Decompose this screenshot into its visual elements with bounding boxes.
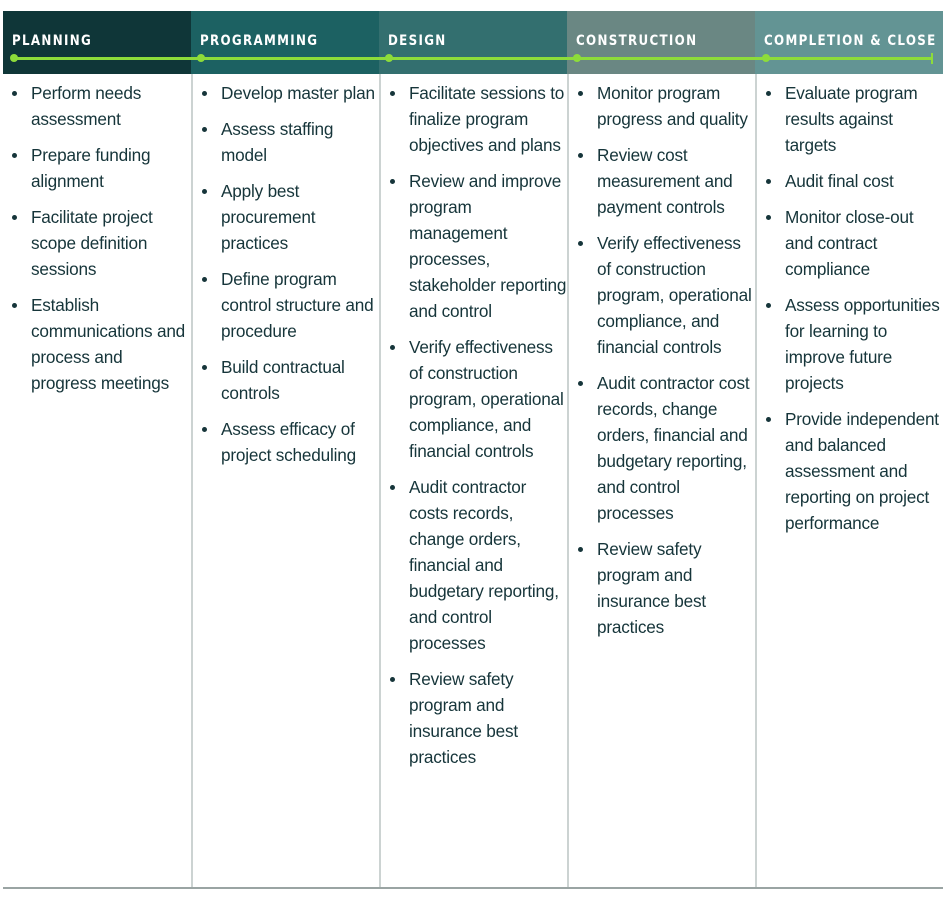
list-item: Facilitate project scope definition sessions (3, 204, 191, 282)
phase-title-planning: PLANNING (12, 33, 93, 49)
list-item: Monitor program progress and quality (569, 80, 755, 132)
bullet-icon (202, 365, 207, 370)
phase-title-programming: PROGRAMMING (200, 33, 319, 49)
phase-header-band (3, 11, 943, 74)
bullet-icon (202, 189, 207, 194)
construction-list (569, 74, 755, 640)
list-item: Audit final cost (757, 168, 943, 194)
timeline-dot-programming (197, 54, 205, 62)
list-item: Facilitate sessions to finalize program objectives and plans (381, 80, 567, 158)
timeline-dot-planning (10, 54, 18, 62)
list-item: Audit contractor costs records, change orders, financial and budgetary reporting, and control processes (381, 474, 567, 656)
bullet-icon (202, 277, 207, 282)
column-construction (567, 74, 755, 888)
list-item: Define program control structure and procedure (193, 266, 379, 344)
list-item: Verify effectiveness of construction program, operational compliance, and financial controls (381, 334, 567, 464)
bullet-icon (766, 179, 771, 184)
bullet-icon (202, 427, 207, 432)
list-item: Assess staffing model (193, 116, 379, 168)
timeline-end-tick (931, 53, 933, 64)
completion-close-list (757, 74, 943, 536)
bullet-icon (578, 241, 583, 246)
list-item: Establish communications and process and progress meetings (3, 292, 191, 396)
bullet-icon (766, 303, 771, 308)
list-item: Provide independent and balanced assessment and reporting on project performance (757, 406, 943, 536)
bullet-icon (766, 417, 771, 422)
list-item: Review safety program and insurance best practices (381, 666, 567, 770)
list-item: Evaluate program results against targets (757, 80, 943, 158)
list-item: Prepare funding alignment (3, 142, 191, 194)
bullet-icon (578, 547, 583, 552)
bottom-divider (3, 887, 943, 889)
phase-columns (3, 74, 943, 888)
list-item: Review and improve program management processes, stakeholder reporting and control (381, 168, 567, 324)
timeline-line (13, 57, 932, 60)
column-completion-close (755, 74, 943, 888)
timeline-dot-design (385, 54, 393, 62)
planning-list (3, 74, 191, 396)
bullet-icon (766, 91, 771, 96)
phase-title-design: DESIGN (388, 33, 447, 49)
list-item: Review safety program and insurance best practices (569, 536, 755, 640)
timeline-dot-construction (573, 54, 581, 62)
timeline-dot-completion-close (762, 54, 770, 62)
list-item: Review cost measurement and payment controls (569, 142, 755, 220)
list-item: Audit contractor cost records, change orders, financial and budgetary reporting, and control processes (569, 370, 755, 526)
bullet-icon (390, 345, 395, 350)
list-item: Assess efficacy of project scheduling (193, 416, 379, 468)
list-item: Verify effectiveness of construction program, operational compliance, and financial controls (569, 230, 755, 360)
phase-title-completion-close: COMPLETION & CLOSE (764, 33, 937, 49)
bullet-icon (390, 485, 395, 490)
phase-header-completion-close (755, 11, 943, 74)
phase-header-construction (567, 11, 755, 74)
bullet-icon (390, 179, 395, 184)
list-item: Monitor close-out and contract compliance (757, 204, 943, 282)
phase-title-construction: CONSTRUCTION (576, 33, 698, 49)
column-planning (3, 74, 191, 888)
bullet-icon (578, 381, 583, 386)
bullet-icon (578, 91, 583, 96)
bullet-icon (578, 153, 583, 158)
list-item: Perform needs assessment (3, 80, 191, 132)
bullet-icon (12, 215, 17, 220)
phase-header-planning (3, 11, 191, 74)
bullet-icon (12, 153, 17, 158)
column-programming (191, 74, 379, 888)
list-item: Develop master plan (193, 80, 379, 106)
bullet-icon (766, 215, 771, 220)
list-item: Apply best procurement practices (193, 178, 379, 256)
phase-header-design (379, 11, 567, 74)
programming-list (193, 74, 379, 468)
list-item: Assess opportunities for learning to improve future projects (757, 292, 943, 396)
bullet-icon (12, 303, 17, 308)
bullet-icon (12, 91, 17, 96)
bullet-icon (202, 127, 207, 132)
phase-header-programming (191, 11, 379, 74)
design-list (381, 74, 567, 770)
bullet-icon (390, 677, 395, 682)
bullet-icon (202, 91, 207, 96)
bullet-icon (390, 91, 395, 96)
list-item: Build contractual controls (193, 354, 379, 406)
column-design (379, 74, 567, 888)
